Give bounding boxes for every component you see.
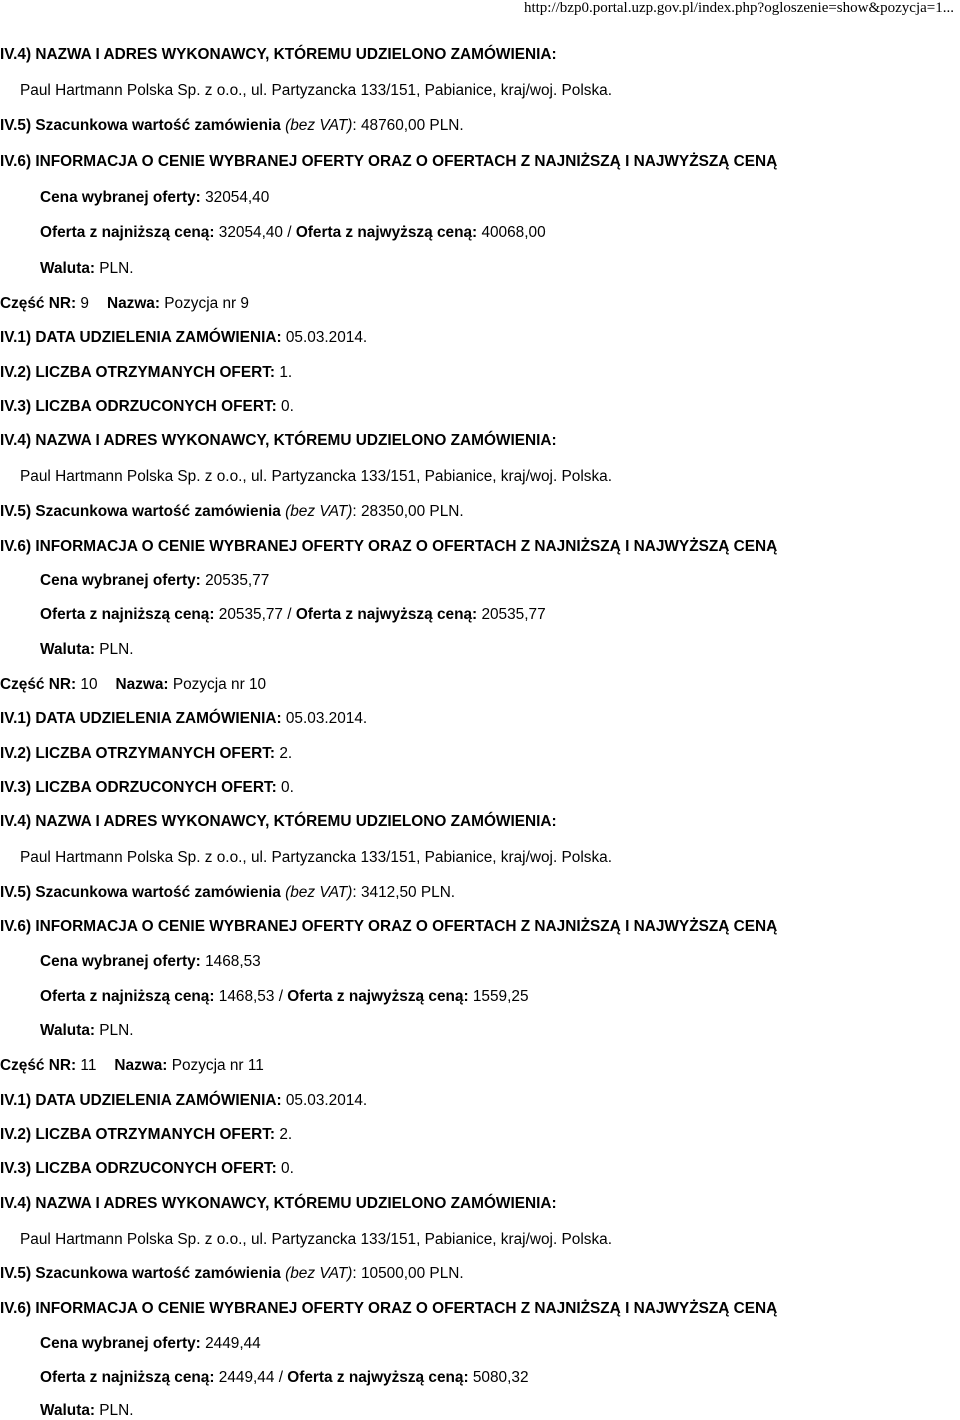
award-date-line	[0, 1092, 367, 1110]
price-separator: /	[278, 988, 283, 1005]
estimated-value-label: IV.5) Szacunkowa wartość zamówienia	[0, 1265, 281, 1282]
estimated-value-label: IV.5) Szacunkowa wartość zamówienia	[0, 503, 281, 520]
offers-received: 1.	[279, 364, 293, 381]
selected-price: 1468,53	[205, 953, 261, 970]
award-date-line	[0, 329, 367, 347]
price-separator: /	[287, 224, 292, 241]
offers-rejected-label: IV.3) LICZBA ODRZUCONYCH OFERT:	[0, 398, 277, 415]
contractor-address: Paul Hartmann Polska Sp. z o.o., ul. Partyzancka 133/151, Pabianice, kraj/woj. Polska.	[20, 468, 612, 485]
offers-rejected: 0.	[281, 779, 294, 796]
selected-price-label: Cena wybranej oferty:	[40, 189, 201, 206]
price-info-heading: IV.6) INFORMACJA O CENIE WYBRANEJ OFERTY ORAZ O OFERTACH Z NAJNIŻSZĄ I NAJWYŻSZĄ CENĄ	[0, 1300, 778, 1317]
highest-price-label: Oferta z najwyższą ceną:	[295, 224, 478, 241]
part-name: Pozycja nr 10	[172, 676, 267, 693]
contractor-heading: IV.4) NAZWA I ADRES WYKONAWCY, KTÓREMU UDZIELONO ZAMÓWIENIA:	[0, 46, 557, 63]
estimated-value: : 48760,00 PLN.	[352, 117, 464, 134]
page-url: http://bzp0.portal.uzp.gov.pl/index.php?ogloszenie=show&pozycja=1...	[523, 0, 954, 16]
offers-received-label: IV.2) LICZBA OTRZYMANYCH OFERT:	[0, 364, 276, 381]
offers-received-line	[0, 364, 292, 382]
estimated-value-line	[0, 503, 464, 521]
price-separator: /	[287, 606, 292, 623]
offers-rejected-line	[0, 779, 294, 797]
part-number-label: Część NR:	[0, 295, 77, 312]
offers-received-label: IV.2) LICZBA OTRZYMANYCH OFERT:	[0, 1126, 276, 1143]
currency-line	[40, 1402, 134, 1420]
part-name-label: Nazwa:	[114, 1057, 168, 1074]
highest-price: 40068,00	[481, 224, 546, 241]
lowest-price-label: Oferta z najniższą ceną:	[40, 988, 215, 1005]
selected-price-label: Cena wybranej oferty:	[40, 572, 201, 589]
offers-received-label: IV.2) LICZBA OTRZYMANYCH OFERT:	[0, 745, 276, 762]
currency-label: Waluta:	[40, 1022, 96, 1039]
price-range-line	[40, 1369, 529, 1387]
price-range-line	[40, 988, 529, 1006]
estimated-value: : 3412,50 PLN.	[352, 884, 456, 901]
selected-price-line	[40, 572, 269, 590]
award-date-label: IV.1) DATA UDZIELENIA ZAMÓWIENIA:	[0, 329, 282, 346]
selected-price: 32054,40	[205, 189, 270, 206]
lowest-price: 2449,44	[218, 1369, 275, 1386]
part-number: 11	[80, 1057, 97, 1074]
estimated-value: : 28350,00 PLN.	[352, 503, 464, 520]
estimated-value-note: (bez VAT)	[285, 117, 353, 134]
estimated-value-note: (bez VAT)	[285, 1265, 353, 1282]
offers-received: 2.	[279, 1126, 293, 1143]
currency: PLN.	[99, 641, 134, 658]
estimated-value-note: (bez VAT)	[285, 884, 353, 901]
estimated-value-line	[0, 884, 455, 902]
estimated-value-label: IV.5) Szacunkowa wartość zamówienia	[0, 117, 281, 134]
lowest-price: 20535,77	[218, 606, 283, 623]
offers-received-line	[0, 745, 292, 763]
contractor-address: Paul Hartmann Polska Sp. z o.o., ul. Partyzancka 133/151, Pabianice, kraj/woj. Polska.	[20, 82, 612, 99]
contractor-address: Paul Hartmann Polska Sp. z o.o., ul. Partyzancka 133/151, Pabianice, kraj/woj. Polska.	[20, 849, 612, 866]
currency: PLN.	[99, 260, 134, 277]
currency-label: Waluta:	[40, 1402, 96, 1419]
price-separator: /	[278, 1369, 283, 1386]
estimated-value-line	[0, 1265, 464, 1283]
currency: PLN.	[99, 1402, 134, 1419]
award-date: 05.03.2014.	[285, 1092, 368, 1109]
highest-price-label: Oferta z najwyższą ceną:	[287, 988, 469, 1005]
offers-rejected: 0.	[281, 1160, 294, 1177]
award-date: 05.03.2014.	[285, 710, 368, 727]
highest-price-label: Oferta z najwyższą ceną:	[287, 1369, 469, 1386]
award-date-label: IV.1) DATA UDZIELENIA ZAMÓWIENIA:	[0, 710, 282, 727]
estimated-value-note: (bez VAT)	[285, 503, 353, 520]
lowest-price: 1468,53	[218, 988, 275, 1005]
contractor-heading: IV.4) NAZWA I ADRES WYKONAWCY, KTÓREMU UDZIELONO ZAMÓWIENIA:	[0, 813, 557, 830]
part-header	[0, 676, 266, 694]
contractor-address: Paul Hartmann Polska Sp. z o.o., ul. Partyzancka 133/151, Pabianice, kraj/woj. Polska.	[20, 1231, 612, 1248]
offers-rejected: 0.	[281, 398, 294, 415]
currency-label: Waluta:	[40, 260, 96, 277]
estimated-value-label: IV.5) Szacunkowa wartość zamówienia	[0, 884, 281, 901]
offers-rejected-line	[0, 398, 294, 416]
lowest-price-label: Oferta z najniższą ceną:	[40, 1369, 215, 1386]
part-name: Pozycja nr 11	[171, 1057, 264, 1074]
currency-label: Waluta:	[40, 641, 96, 658]
selected-price-line	[40, 1335, 261, 1353]
currency: PLN.	[99, 1022, 134, 1039]
selected-price-label: Cena wybranej oferty:	[40, 1335, 201, 1352]
offers-rejected-line	[0, 1160, 294, 1178]
price-info-heading: IV.6) INFORMACJA O CENIE WYBRANEJ OFERTY ORAZ O OFERTACH Z NAJNIŻSZĄ I NAJWYŻSZĄ CENĄ	[0, 153, 778, 170]
lowest-price-label: Oferta z najniższą ceną:	[40, 224, 215, 241]
award-date-line	[0, 710, 367, 728]
selected-price-label: Cena wybranej oferty:	[40, 953, 201, 970]
part-header	[0, 295, 249, 313]
price-range-line	[40, 224, 546, 242]
part-name-label: Nazwa:	[106, 295, 160, 312]
highest-price-label: Oferta z najwyższą ceną:	[295, 606, 478, 623]
highest-price: 1559,25	[472, 988, 529, 1005]
currency-line	[40, 641, 134, 659]
currency-line	[40, 260, 134, 278]
lowest-price-label: Oferta z najniższą ceną:	[40, 606, 215, 623]
award-date-label: IV.1) DATA UDZIELENIA ZAMÓWIENIA:	[0, 1092, 282, 1109]
part-number: 10	[80, 676, 98, 693]
estimated-value: : 10500,00 PLN.	[352, 1265, 464, 1282]
currency-line	[40, 1022, 134, 1040]
lowest-price: 32054,40	[218, 224, 283, 241]
highest-price: 5080,32	[472, 1369, 529, 1386]
offers-received: 2.	[279, 745, 293, 762]
contractor-heading: IV.4) NAZWA I ADRES WYKONAWCY, KTÓREMU UDZIELONO ZAMÓWIENIA:	[0, 432, 557, 449]
price-info-heading: IV.6) INFORMACJA O CENIE WYBRANEJ OFERTY ORAZ O OFERTACH Z NAJNIŻSZĄ I NAJWYŻSZĄ CENĄ	[0, 918, 778, 935]
award-date: 05.03.2014.	[285, 329, 368, 346]
offers-rejected-label: IV.3) LICZBA ODRZUCONYCH OFERT:	[0, 1160, 277, 1177]
selected-price-line	[40, 953, 261, 971]
part-number-label: Część NR:	[0, 1057, 77, 1074]
contractor-heading: IV.4) NAZWA I ADRES WYKONAWCY, KTÓREMU UDZIELONO ZAMÓWIENIA:	[0, 1195, 557, 1212]
part-name-label: Nazwa:	[115, 676, 169, 693]
offers-rejected-label: IV.3) LICZBA ODRZUCONYCH OFERT:	[0, 779, 277, 796]
offers-received-line	[0, 1126, 292, 1144]
highest-price: 20535,77	[481, 606, 546, 623]
price-range-line	[40, 606, 546, 624]
part-name: Pozycja nr 9	[164, 295, 249, 312]
selected-price-line	[40, 189, 269, 207]
part-number-label: Część NR:	[0, 676, 77, 693]
estimated-value-line	[0, 117, 464, 135]
price-info-heading: IV.6) INFORMACJA O CENIE WYBRANEJ OFERTY ORAZ O OFERTACH Z NAJNIŻSZĄ I NAJWYŻSZĄ CENĄ	[0, 538, 778, 555]
selected-price: 20535,77	[205, 572, 270, 589]
part-header	[0, 1057, 264, 1075]
part-number: 9	[80, 295, 89, 312]
selected-price: 2449,44	[205, 1335, 261, 1352]
